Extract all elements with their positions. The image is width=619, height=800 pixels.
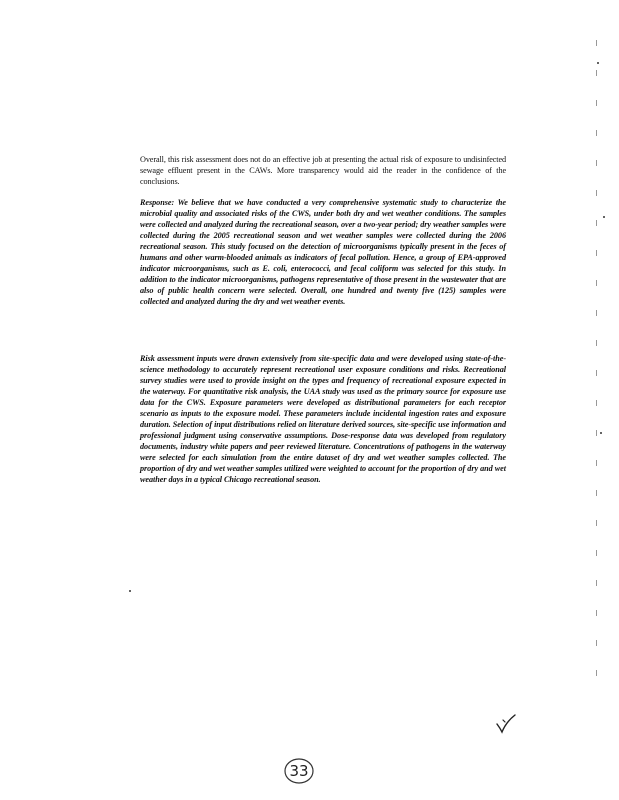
response-text (140, 197, 506, 307)
risk-assessment-paragraph (140, 353, 506, 485)
scan-speck (600, 432, 602, 434)
scan-speck (597, 62, 599, 64)
response-body: We believe that we have conducted a very comprehensive systematic study to characterize the microbial quality and associated risks of the CWS, under both dry and wet weather conditions. The samples were collected and analyzed during the recreational season, over a two-year period; dry weather samples were collected during the 2005 recreational season and wet weather samples were collected during the 2006 recreational season. This study focused on the detection of microorganisms typically present in the feces of humans and other warm-blooded animals as indicators of fecal pollution. Hence, a group of EPA-approved indicator microorganisms, such as E. coli, enterococci, and fecal coliform was selected for this study. In addition to the indicator microorganisms, pathogens representative of those present in the wastewater that are also of public health concern were selected. Overall, one hundred and twenty five (125) samples were collected and analyzed during the dry and wet weather events. (140, 198, 506, 306)
page-number-text: 33 (289, 762, 309, 780)
response-paragraph (140, 197, 506, 307)
comment-text: Overall, this risk assessment does not do an effective job at presenting the actual risk of exposure to undisinfected sewage effluent present in the CAWs. More transparency would aid the reader in the confidence of the conclusions. (140, 155, 506, 186)
comment-paragraph (140, 154, 506, 187)
response-label: Response: (140, 198, 175, 207)
risk-assessment-text: Risk assessment inputs were drawn extensively from site-specific data and were developed using state-of-the-science methodology to accurately represent recreational user exposure conditions and risks. Recreational survey studies were used to provide insight on the types and frequency of recreational exposure expected in the waterway. For quantitative risk analysis, the UAA study was used as the primary source for exposure use data for the CWS. Exposure parameters were developed as distributional parameters for each receptor scenario as inputs to the exposure model. These parameters include incidental ingestion rates and exposure duration. Selection of input distributions relied on literature derived sources, site-specific use information and professional judgment using conservative assumptions. Dose-response data was developed from regulatory documents, industry white papers and peer reviewed literature. Concentrations of pathogens in the waterway were selected for each simulation from the entire dataset of dry and wet weather samples collected. The proportion of dry and wet weather samples utilized were weighted to account for the proportion of dry and wet weather days in a typical Chicago recreational season. (140, 354, 506, 484)
page-number (282, 756, 316, 786)
scan-edge-artifact (596, 40, 597, 700)
scan-speck (603, 216, 605, 218)
handwritten-check-mark-icon (494, 712, 518, 736)
scan-speck (129, 590, 131, 592)
